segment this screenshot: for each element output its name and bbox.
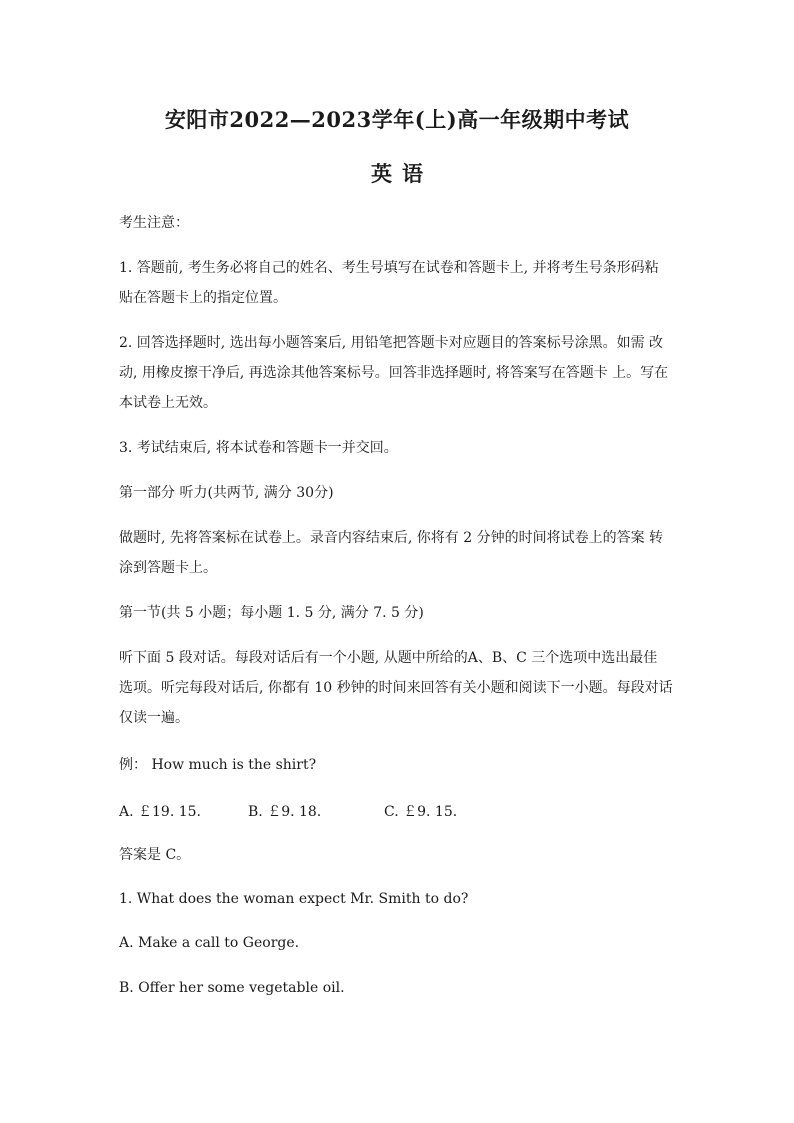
- part1-instruction-line-1: 做题时, 先将答案标在试卷上。录音内容结束后, 你将有 2 分钟的时间将试卷上的答案 转: [119, 530, 664, 546]
- question-1-option-a: A. Make a call to George.: [119, 935, 300, 951]
- example-option-a: A. ￡19. 15.: [119, 804, 201, 820]
- notice-item-1-line-2: 贴在答题卡上的指定位置。: [119, 290, 287, 306]
- example-question: 例： How much is the shirt?: [119, 757, 317, 773]
- section1-instruction-line-1: 听下面 5 段对话。每段对话后有一个小题, 从题中所给的A、B、C 三个选项中选出最佳: [119, 650, 658, 666]
- exam-subject: 英语: [371, 161, 433, 186]
- notice-item-2-line-2: 动, 用橡皮擦干净后, 再选涂其他答案标号。回答非选择题时, 将答案写在答题卡 上。写在: [119, 365, 669, 381]
- section1-instruction-line-2: 选项。听完每段对话后, 你都有 10 秒钟的时间来回答有关小题和阅读下一小题。每段对话: [119, 680, 673, 696]
- question-1-text: 1. What does the woman expect Mr. Smith to do?: [119, 891, 469, 907]
- notice-item-2-line-1: 2. 回答选择题时, 选出每小题答案后, 用铅笔把答题卡对应题目的答案标号涂黑。如需 改: [119, 335, 664, 351]
- part1-heading: 第一部分 听力(共两节, 满分 30分): [119, 485, 334, 501]
- section1-instruction-line-3: 仅读一遍。: [119, 710, 189, 726]
- notice-item-1-line-1: 1. 答题前, 考生务必将自己的姓名、考生号填写在试卷和答题卡上, 并将考生号条形码粘: [119, 260, 659, 276]
- example-options: [119, 797, 679, 827]
- example-answer: 答案是 C。: [119, 847, 191, 863]
- question-1-option-b: B. Offer her some vegetable oil.: [119, 980, 345, 996]
- section1-heading: 第一节(共 5 小题；每小题 1. 5 分, 满分 7. 5 分): [119, 605, 424, 621]
- exam-title: 安阳市2022—2023学年(上)高一年级期中考试: [164, 107, 630, 132]
- part1-instruction-line-2: 涂到答题卡上。: [119, 560, 217, 576]
- notice-item-2-line-3: 本试卷上无效。: [119, 395, 217, 411]
- example-option-c: C. ￡9. 15.: [384, 804, 458, 820]
- notice-item-3-line-1: 3. 考试结束后, 将本试卷和答题卡一并交回。: [119, 440, 398, 456]
- example-option-b: B. ￡9. 18.: [248, 804, 322, 820]
- notice-heading: 考生注意：: [119, 215, 189, 231]
